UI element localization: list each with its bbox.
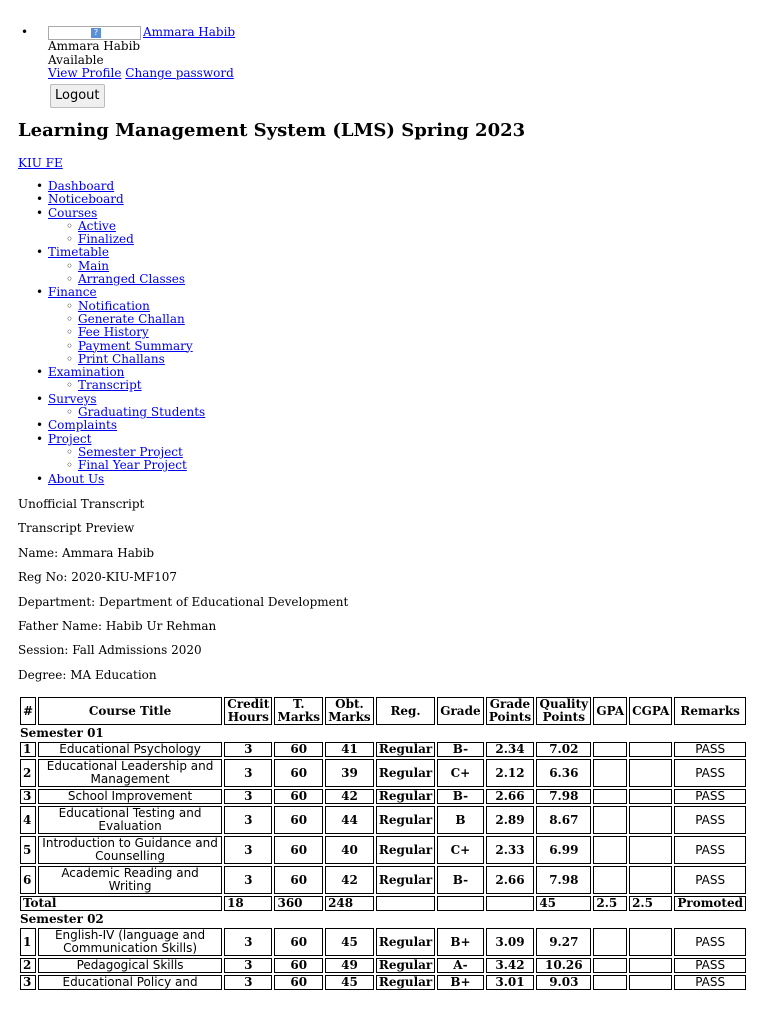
page-title: Learning Management System (LMS) Spring 2023 bbox=[18, 120, 526, 141]
nav-link[interactable]: Finance bbox=[48, 285, 97, 300]
table-cell: Regular bbox=[376, 928, 435, 956]
nav-link[interactable]: Project bbox=[48, 431, 92, 446]
nav-submenu bbox=[48, 260, 205, 287]
user-menu-item bbox=[32, 26, 235, 108]
table-cell: C+ bbox=[437, 836, 483, 864]
table-cell: 2.66 bbox=[486, 789, 535, 804]
father-name: Father Name: Habib Ur Rehman bbox=[18, 618, 217, 633]
nav-sublink[interactable]: Semester Project bbox=[78, 444, 183, 459]
nav-subitem bbox=[78, 340, 205, 353]
table-cell: 2.34 bbox=[486, 742, 535, 757]
table-cell: 3 bbox=[224, 958, 272, 973]
nav-sublink[interactable]: Arranged Classes bbox=[78, 272, 186, 287]
table-cell: 41 bbox=[325, 742, 374, 757]
table-cell: 2 bbox=[20, 958, 36, 973]
nav-item bbox=[48, 286, 205, 366]
table-cell: 7.98 bbox=[536, 789, 591, 804]
department: Department: Department of Educational Development bbox=[18, 594, 349, 609]
table-cell: Educational Policy and bbox=[38, 975, 222, 990]
column-header: Grade bbox=[437, 697, 483, 725]
table-cell: Regular bbox=[376, 975, 435, 990]
table-cell: 3 bbox=[224, 806, 272, 834]
table-cell: B- bbox=[437, 742, 483, 757]
table-cell: Introduction to Guidance and Counselling bbox=[38, 836, 222, 864]
nav-link[interactable]: Surveys bbox=[48, 391, 97, 406]
nav-item bbox=[48, 180, 205, 193]
table-cell: 45 bbox=[325, 975, 374, 990]
table-cell: Educational Testing and Evaluation bbox=[38, 806, 222, 834]
table-row bbox=[20, 958, 746, 973]
table-cell: 7.98 bbox=[536, 866, 591, 894]
table-cell: 42 bbox=[325, 789, 374, 804]
table-cell: 6 bbox=[20, 866, 36, 894]
table-row bbox=[20, 742, 746, 757]
change-password-link[interactable]: Change password bbox=[125, 66, 234, 80]
transcript-heading: Unofficial Transcript bbox=[18, 497, 145, 511]
table-cell: 40 bbox=[325, 836, 374, 864]
transcript-preview: Transcript Preview bbox=[18, 521, 135, 536]
table-cell: English-IV (language and Communication Skills) bbox=[38, 928, 222, 956]
semester-label: Semester 01 bbox=[20, 726, 104, 740]
table-cell: Regular bbox=[376, 759, 435, 787]
column-header: Quality Points bbox=[536, 697, 591, 725]
table-row bbox=[20, 789, 746, 804]
nav-link[interactable]: Noticeboard bbox=[48, 192, 124, 207]
table-cell: 3 bbox=[224, 866, 272, 894]
table-cell: 3.42 bbox=[486, 958, 535, 973]
column-header: Reg. bbox=[376, 697, 435, 725]
table-cell bbox=[629, 928, 672, 956]
table-cell: B- bbox=[437, 866, 483, 894]
nav-subitem bbox=[78, 233, 205, 246]
table-cell: PASS bbox=[674, 975, 746, 990]
table-cell: B+ bbox=[437, 975, 483, 990]
nav-submenu bbox=[48, 220, 205, 247]
table-row bbox=[20, 806, 746, 834]
nav-item bbox=[48, 433, 205, 473]
user-menu bbox=[32, 26, 235, 108]
table-cell bbox=[593, 789, 627, 804]
table-cell: Regular bbox=[376, 836, 435, 864]
table-cell: Pedagogical Skills bbox=[38, 958, 222, 973]
nav-sublink[interactable]: Active bbox=[78, 218, 116, 233]
column-header: Obt. Marks bbox=[325, 697, 374, 725]
table-cell: 3 bbox=[224, 759, 272, 787]
table-cell: 60 bbox=[274, 759, 323, 787]
table-row bbox=[20, 975, 746, 990]
transcript-info bbox=[18, 497, 348, 692]
table-cell: Regular bbox=[376, 958, 435, 973]
table-cell: 60 bbox=[274, 928, 323, 956]
table-cell bbox=[629, 866, 672, 894]
transcript-table-wrap bbox=[18, 695, 748, 992]
nav-subitem bbox=[78, 326, 205, 339]
table-cell: 3.09 bbox=[486, 928, 535, 956]
nav-link[interactable]: Examination bbox=[48, 365, 125, 380]
total-cell: 18 bbox=[224, 896, 272, 911]
table-cell: A- bbox=[437, 958, 483, 973]
table-cell: PASS bbox=[674, 742, 746, 757]
user-status: Available bbox=[48, 52, 104, 67]
nav-link[interactable]: Courses bbox=[48, 205, 98, 220]
table-cell: 49 bbox=[325, 958, 374, 973]
table-cell bbox=[593, 866, 627, 894]
total-cell: Promoted bbox=[674, 896, 746, 911]
nav-submenu bbox=[48, 446, 205, 473]
table-cell: 39 bbox=[325, 759, 374, 787]
table-cell bbox=[593, 958, 627, 973]
table-cell bbox=[593, 836, 627, 864]
nav-subitem bbox=[78, 459, 205, 472]
table-cell bbox=[629, 975, 672, 990]
view-profile-link[interactable]: View Profile bbox=[48, 66, 122, 80]
table-cell: Regular bbox=[376, 806, 435, 834]
table-cell bbox=[629, 789, 672, 804]
table-cell: Regular bbox=[376, 866, 435, 894]
table-cell: 6.99 bbox=[536, 836, 591, 864]
nav-sublink[interactable]: Notification bbox=[78, 298, 150, 313]
table-row bbox=[20, 928, 746, 956]
table-cell: PASS bbox=[674, 836, 746, 864]
nav-sublink[interactable]: Payment Summary bbox=[78, 338, 193, 353]
table-row bbox=[20, 759, 746, 787]
table-cell: 44 bbox=[325, 806, 374, 834]
transcript-table bbox=[18, 695, 748, 992]
nav-subitem bbox=[78, 406, 205, 419]
nav-subitem bbox=[78, 379, 205, 392]
table-header-row bbox=[20, 697, 746, 725]
column-header: Remarks bbox=[674, 697, 746, 725]
table-cell bbox=[593, 759, 627, 787]
semester-row bbox=[20, 913, 746, 926]
nav-item bbox=[48, 366, 205, 393]
table-cell: 3 bbox=[20, 789, 36, 804]
table-row bbox=[20, 836, 746, 864]
nav-subitem bbox=[78, 313, 205, 326]
table-cell: 10.26 bbox=[536, 958, 591, 973]
column-header: Grade Points bbox=[486, 697, 535, 725]
table-cell: B- bbox=[437, 789, 483, 804]
total-row bbox=[20, 896, 746, 911]
table-cell: 9.03 bbox=[536, 975, 591, 990]
nav-item bbox=[48, 393, 205, 420]
table-cell: 2.12 bbox=[486, 759, 535, 787]
total-cell: 360 bbox=[274, 896, 323, 911]
nav-sublink[interactable]: Print Challans bbox=[78, 351, 165, 366]
column-header: # bbox=[20, 697, 36, 725]
table-cell bbox=[629, 806, 672, 834]
nav-sublink[interactable]: Final Year Project bbox=[78, 458, 187, 473]
table-cell: 3 bbox=[224, 975, 272, 990]
table-cell: 60 bbox=[274, 866, 323, 894]
table-cell: PASS bbox=[674, 789, 746, 804]
nav-subitem bbox=[78, 353, 205, 366]
table-cell: 2.33 bbox=[486, 836, 535, 864]
total-cell: 248 bbox=[325, 896, 374, 911]
nav-link[interactable]: Dashboard bbox=[48, 179, 115, 193]
logout-button[interactable]: Logout bbox=[50, 84, 105, 108]
nav-submenu bbox=[48, 406, 205, 419]
session: Session: Fall Admissions 2020 bbox=[18, 643, 202, 658]
total-cell bbox=[437, 896, 483, 911]
table-cell: 60 bbox=[274, 789, 323, 804]
table-cell: Educational Psychology bbox=[38, 742, 222, 757]
table-cell: 4 bbox=[20, 806, 36, 834]
nav-link[interactable]: Timetable bbox=[48, 245, 109, 260]
table-cell: PASS bbox=[674, 866, 746, 894]
table-cell bbox=[629, 836, 672, 864]
total-cell: 2.5 bbox=[593, 896, 627, 911]
table-cell: 45 bbox=[325, 928, 374, 956]
table-cell bbox=[629, 958, 672, 973]
total-cell: 2.5 bbox=[629, 896, 672, 911]
table-cell: 60 bbox=[274, 806, 323, 834]
table-cell bbox=[629, 759, 672, 787]
table-cell: 3 bbox=[20, 975, 36, 990]
table-cell: 60 bbox=[274, 958, 323, 973]
nav-subitem bbox=[78, 260, 205, 273]
table-cell: 2.89 bbox=[486, 806, 535, 834]
table-cell: 1 bbox=[20, 928, 36, 956]
table-cell: PASS bbox=[674, 759, 746, 787]
table-row bbox=[20, 866, 746, 894]
table-cell: Regular bbox=[376, 742, 435, 757]
table-cell: School Improvement bbox=[38, 789, 222, 804]
user-name: Ammara Habib bbox=[48, 39, 141, 53]
student-name: Name: Ammara Habib bbox=[18, 545, 155, 560]
nav-sublink[interactable]: Graduating Students bbox=[78, 405, 206, 420]
nav-sublink[interactable]: Finalized bbox=[78, 232, 134, 247]
total-cell: Total bbox=[20, 896, 222, 911]
total-cell: 45 bbox=[536, 896, 591, 911]
table-cell: 7.02 bbox=[536, 742, 591, 757]
table-cell: 1 bbox=[20, 742, 36, 757]
table-cell: Regular bbox=[376, 789, 435, 804]
table-cell: 3 bbox=[224, 742, 272, 757]
nav-item bbox=[48, 246, 205, 286]
total-cell bbox=[376, 896, 435, 911]
nav-item bbox=[48, 193, 205, 206]
nav-sublink[interactable]: Transcript bbox=[78, 378, 142, 393]
table-cell bbox=[593, 975, 627, 990]
nav-item bbox=[48, 419, 205, 432]
table-cell: 5 bbox=[20, 836, 36, 864]
semester-row bbox=[20, 727, 746, 740]
table-cell bbox=[593, 742, 627, 757]
nav-subitem bbox=[78, 446, 205, 459]
nav-subitem bbox=[78, 300, 205, 313]
table-cell: 60 bbox=[274, 975, 323, 990]
table-cell: 2.66 bbox=[486, 866, 535, 894]
table-cell: 3 bbox=[224, 928, 272, 956]
column-header: Credit Hours bbox=[224, 697, 272, 725]
nav-sublink[interactable]: Main bbox=[78, 258, 110, 273]
table-cell: PASS bbox=[674, 806, 746, 834]
column-header: T. Marks bbox=[274, 697, 323, 725]
user-name-link[interactable]: Ammara Habib bbox=[143, 25, 236, 39]
semester-label: Semester 02 bbox=[20, 912, 104, 926]
column-header: GPA bbox=[593, 697, 627, 725]
table-cell: Educational Leadership and Management bbox=[38, 759, 222, 787]
broken-image-icon: • ? bbox=[91, 28, 101, 38]
nav-sublink[interactable]: Fee History bbox=[78, 325, 149, 340]
nav-item bbox=[48, 473, 205, 486]
table-cell bbox=[593, 928, 627, 956]
reg-no: Reg No: 2020-KIU-MF107 bbox=[18, 570, 177, 585]
degree: Degree: MA Education bbox=[18, 667, 157, 682]
table-cell: B bbox=[437, 806, 483, 834]
nav-submenu bbox=[48, 300, 205, 366]
column-header: CGPA bbox=[629, 697, 672, 725]
nav-submenu bbox=[48, 379, 205, 392]
table-cell: C+ bbox=[437, 759, 483, 787]
table-cell: 60 bbox=[274, 836, 323, 864]
nav-item bbox=[48, 207, 205, 247]
nav-subitem bbox=[78, 220, 205, 233]
table-cell: 60 bbox=[274, 742, 323, 757]
campus-link[interactable]: KIU FE bbox=[18, 156, 63, 170]
table-cell bbox=[593, 806, 627, 834]
total-cell bbox=[486, 896, 535, 911]
nav-subitem bbox=[78, 273, 205, 286]
table-cell bbox=[629, 742, 672, 757]
main-nav bbox=[48, 180, 205, 486]
avatar[interactable] bbox=[48, 26, 141, 40]
table-cell: 3.01 bbox=[486, 975, 535, 990]
table-cell: 8.67 bbox=[536, 806, 591, 834]
table-cell: 3 bbox=[224, 789, 272, 804]
table-cell: Academic Reading and Writing bbox=[38, 866, 222, 894]
table-cell: 42 bbox=[325, 866, 374, 894]
table-cell: B+ bbox=[437, 928, 483, 956]
table-cell: 2 bbox=[20, 759, 36, 787]
nav-sublink[interactable]: Generate Challan bbox=[78, 311, 185, 326]
table-cell: 9.27 bbox=[536, 928, 591, 956]
nav-link[interactable]: About Us bbox=[48, 471, 105, 486]
column-header: Course Title bbox=[38, 697, 222, 725]
table-cell: PASS bbox=[674, 958, 746, 973]
nav-link[interactable]: Complaints bbox=[48, 418, 118, 433]
table-cell: 6.36 bbox=[536, 759, 591, 787]
table-cell: PASS bbox=[674, 928, 746, 956]
table-cell: 3 bbox=[224, 836, 272, 864]
